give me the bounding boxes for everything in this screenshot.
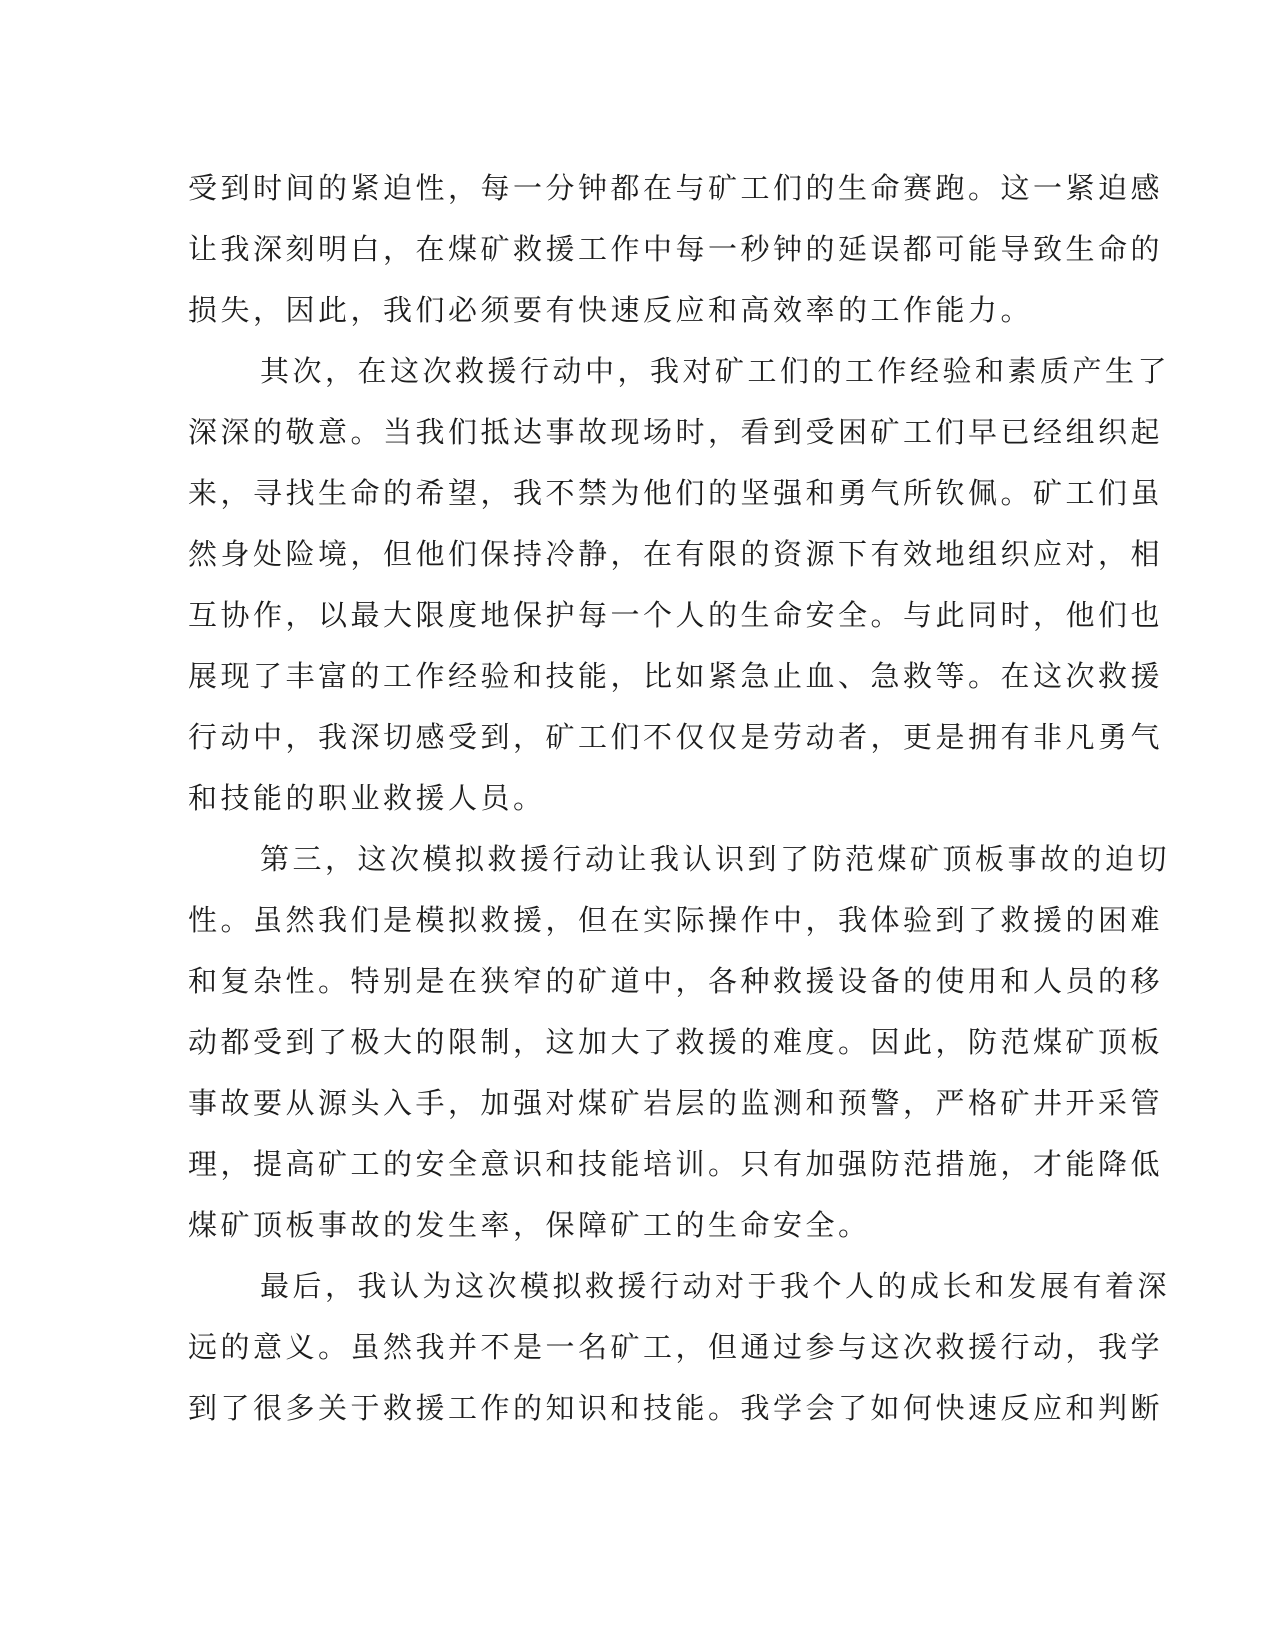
text-line: 让我深刻明白，在煤矿救援工作中每一秒钟的延误都可能导致生命的 — [188, 232, 1164, 266]
text-line: 受到时间的紧迫性，每一分钟都在与矿工们的生命赛跑。这一紧迫感 — [188, 171, 1164, 205]
text-line: 展现了丰富的工作经验和技能，比如紧急止血、急救等。在这次救援 — [188, 659, 1164, 693]
text-line: 动都受到了极大的限制，这加大了救援的难度。因此，防范煤矿顶板 — [188, 1025, 1164, 1059]
text-line: 事故要从源头入手，加强对煤矿岩层的监测和预警，严格矿井开采管 — [188, 1086, 1164, 1120]
paragraph-start-line: 第三，这次模拟救援行动让我认识到了防范煤矿顶板事故的迫切 — [260, 842, 1171, 876]
text-line: 性。虽然我们是模拟救援，但在实际操作中，我体验到了救援的困难 — [188, 903, 1164, 937]
text-line: 和技能的职业救援人员。 — [188, 781, 546, 815]
text-line: 煤矿顶板事故的发生率，保障矿工的生命安全。 — [188, 1208, 871, 1242]
text-line: 深深的敬意。当我们抵达事故现场时，看到受困矿工们早已经组织起 — [188, 415, 1164, 449]
body-text — [188, 158, 1171, 1439]
text-line: 和复杂性。特别是在狭窄的矿道中，各种救援设备的使用和人员的移 — [188, 964, 1164, 998]
text-line: 损失，因此，我们必须要有快速反应和高效率的工作能力。 — [188, 293, 1034, 327]
text-line: 理，提高矿工的安全意识和技能培训。只有加强防范措施，才能降低 — [188, 1147, 1164, 1181]
paragraph-start-line: 其次，在这次救援行动中，我对矿工们的工作经验和素质产生了 — [260, 354, 1171, 388]
text-line: 然身处险境，但他们保持冷静，在有限的资源下有效地组织应对，相 — [188, 537, 1164, 571]
text-line: 来，寻找生命的希望，我不禁为他们的坚强和勇气所钦佩。矿工们虽 — [188, 476, 1164, 510]
text-line: 远的意义。虽然我并不是一名矿工，但通过参与这次救援行动，我学 — [188, 1330, 1164, 1364]
text-line: 互协作，以最大限度地保护每一个人的生命安全。与此同时，他们也 — [188, 598, 1164, 632]
text-line: 到了很多关于救援工作的知识和技能。我学会了如何快速反应和判断 — [188, 1391, 1164, 1425]
text-line: 行动中，我深切感受到，矿工们不仅仅是劳动者，更是拥有非凡勇气 — [188, 720, 1164, 754]
paragraph-start-line: 最后，我认为这次模拟救援行动对于我个人的成长和发展有着深 — [260, 1269, 1171, 1303]
